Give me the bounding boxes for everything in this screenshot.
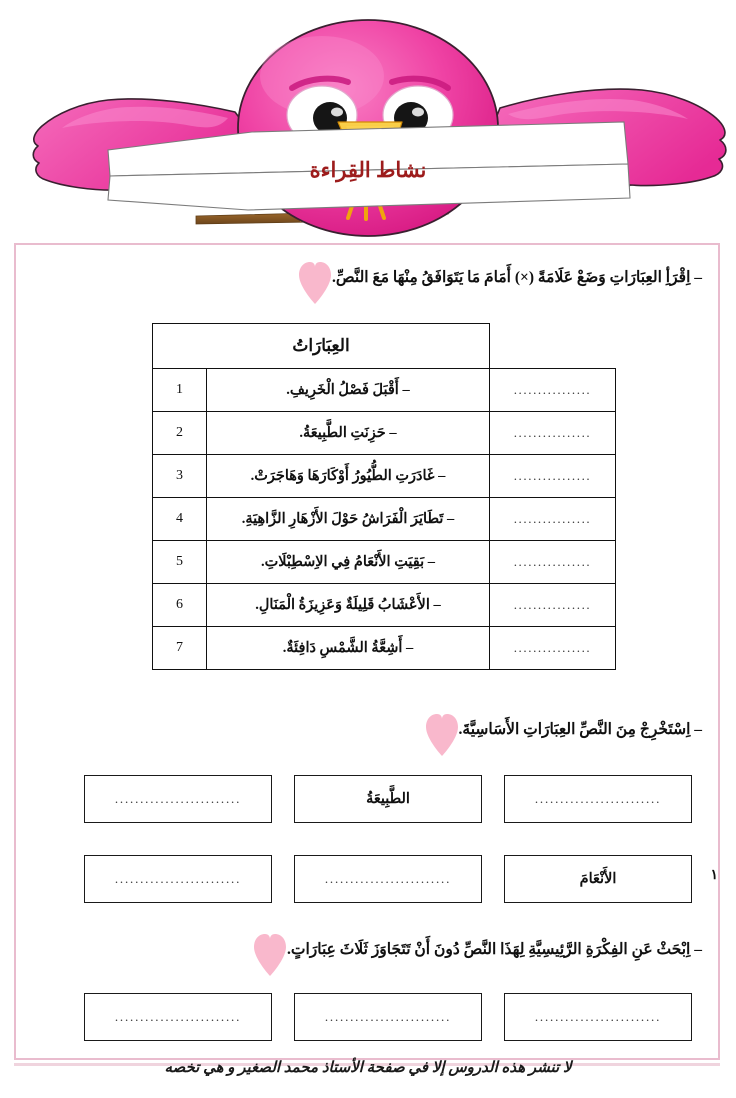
statement-text-cell: – أَقْبَلَ فَصْلُ الْخَرِيفِ. — [207, 369, 490, 412]
table-row — [152, 627, 615, 670]
statement-number-cell: 7 — [152, 627, 206, 670]
statements-table — [152, 323, 616, 670]
banner-title: نشاط القِراءة — [309, 158, 427, 182]
exercise3-instruction-text: – اِبْحَثْ عَنِ الفِكْرَةِ الرَّئِيسِيَّةِ لِهَذَا النَّصِّ دُونَ أَنْ تَتَجَاوَزَ ثَلَاثَ عِبَارَاتٍ. — [287, 941, 702, 958]
exercise3-box-row — [84, 993, 692, 1041]
statement-number-cell: 3 — [152, 455, 206, 498]
statement-answer-cell[interactable]: ................ — [490, 584, 616, 627]
exercise1-instruction-row — [294, 261, 702, 305]
statement-number-cell: 2 — [152, 412, 206, 455]
exercise2-row2-marker: ١ — [710, 868, 718, 883]
answer-box-empty[interactable]: ......................... — [504, 775, 692, 823]
statement-text-cell: – غَادَرَتِ الطُّيُورُ أَوْكَارَهَا وَهَاجَرَتْ. — [207, 455, 490, 498]
answer-box-filled[interactable]: الطَّبِيعَةُ — [294, 775, 482, 823]
answer-box-empty[interactable]: ......................... — [84, 993, 272, 1041]
header-statements-cell: العِبَارَاتُ — [152, 324, 489, 369]
answer-box-empty[interactable]: ......................... — [294, 993, 482, 1041]
heart-icon — [425, 713, 459, 757]
statement-answer-cell[interactable]: ................ — [490, 412, 616, 455]
statement-answer-cell[interactable]: ................ — [490, 498, 616, 541]
statement-text-cell: – الأَعْشَابُ قَلِيلَةٌ وَعَزِيزَةُ الْمَنَالِ. — [207, 584, 490, 627]
table-row — [152, 369, 615, 412]
answer-box-empty[interactable]: ......................... — [84, 855, 272, 903]
answer-box-empty[interactable]: ......................... — [294, 855, 482, 903]
statement-answer-cell[interactable]: ................ — [490, 541, 616, 584]
worksheet-frame — [14, 243, 720, 1060]
statement-number-cell: 5 — [152, 541, 206, 584]
heart-icon — [298, 261, 332, 305]
table-row — [152, 412, 615, 455]
exercise2-instruction-text: – اِسْتَخْرِجْ مِنَ النَّصِّ العِبَارَاتِ الأَسَاسِيَّةَ. — [458, 721, 702, 738]
statement-number-cell: 1 — [152, 369, 206, 412]
header-answer-cell — [490, 324, 616, 369]
answer-box-empty[interactable]: ......................... — [84, 775, 272, 823]
table-row — [152, 455, 615, 498]
statement-text-cell: – بَقِيَتِ الأَنْعَامُ فِي الاِسْطِبْلَاتِ. — [207, 541, 490, 584]
table-row — [152, 584, 615, 627]
table-row — [152, 541, 615, 584]
statement-number-cell: 4 — [152, 498, 206, 541]
statement-number-cell: 6 — [152, 584, 206, 627]
statement-answer-cell[interactable]: ................ — [490, 627, 616, 670]
footer-note: لا تنشر هذه الدروس إلا في صفحة الأستاذ محمد الصغير و هي تخصه — [164, 1060, 572, 1076]
exercise1-instruction-text: – اِقْرَأِ العِبَارَاتِ وَضَعْ عَلَامَةً (×) أَمَامَ مَا يَتَوَافَقُ مِنْهَا مَعَ النَّصِّ. — [332, 269, 702, 286]
statement-text-cell: – حَزِنَتِ الطَّبِيعَةُ. — [207, 412, 490, 455]
statement-answer-cell[interactable]: ................ — [490, 369, 616, 412]
table-row — [152, 498, 615, 541]
statement-text-cell: – تَطَايَرَ الْفَرَاشُ حَوْلَ الأَزْهَارِ الزَّاهِيَةِ. — [207, 498, 490, 541]
exercise2-instruction-row — [421, 713, 702, 757]
exercise2-box-row-1 — [84, 775, 692, 823]
statement-text-cell: – أَشِعَّةُ الشَّمْسِ دَافِئَةٌ. — [207, 627, 490, 670]
heart-icon — [253, 933, 287, 977]
statement-answer-cell[interactable]: ................ — [490, 455, 616, 498]
answer-box-filled[interactable]: الأَنْعَامَ — [504, 855, 692, 903]
header-illustration — [0, 0, 736, 243]
exercise3-instruction-row — [249, 933, 702, 977]
answer-box-empty[interactable]: ......................... — [504, 993, 692, 1041]
exercise2-box-row-2 — [84, 855, 692, 903]
table-header-row — [152, 324, 615, 369]
